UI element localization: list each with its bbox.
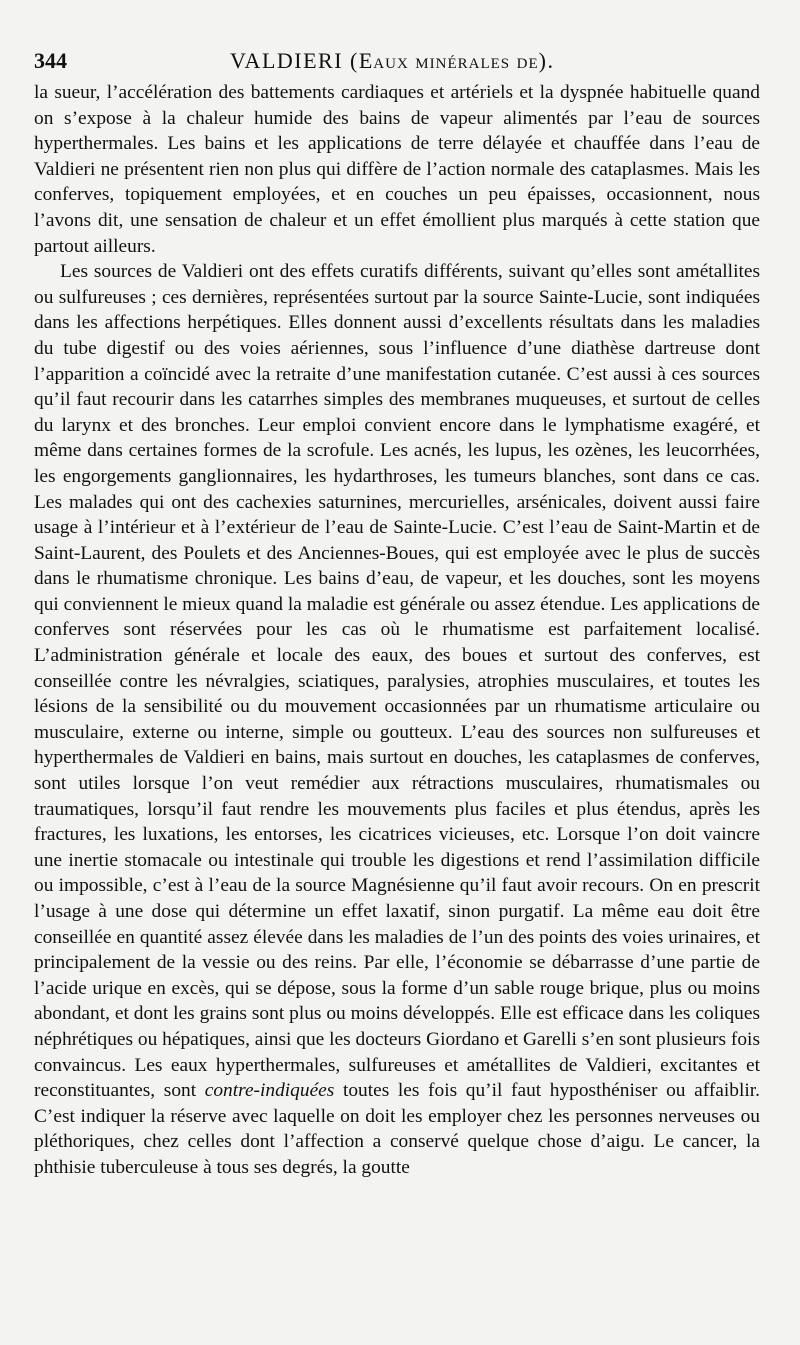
paragraph-indications-tail: toutes les fois qu’il faut hyposthéniser ou affaiblir. C’est indiquer la réserve avec laquelle on doit les employer chez les personnes nerveuses ou pléthoriques, chez celles dont l’affection a conservé quelque chose d’aigu. Le cancer, la phthisie tuberculeuse à tous ses degrés, la goutte [34,1080,760,1178]
running-header [34,48,760,80]
running-title-close: ). [538,48,555,73]
paragraph-indications-text: Les sources de Valdieri ont des effets curatifs différents, suivant qu’elles sont amétallites ou sulfureuses ; ces dernières, représentées surtout par la source Sainte-Lucie, sont indiquées dans les affections herpétiques. Elles donnent aussi d’excellents résultats dans les maladies du tube digestif ou des voies aériennes, sous l’influence d’une diathèse dartreuse dont l’apparition a coïncidé avec la retraite d’une manifestation cutanée. C’est aussi à ces sources qu’il faut recourir dans les catarrhes simples des membranes muqueuses, et surtout de celles du larynx et des bronches. Leur emploi convient encore dans le lymphatisme exagéré, et même dans certaines formes de la scrofule. Les acnés, les lupus, les ozènes, les leucorrhées, les engorgements ganglionnaires, les hydarthroses, les tumeurs blanches, sont dans ce cas. Les malades qui ont des cachexies saturnines, mercurielles, arsénicales, doivent aussi faire usage à l’intérieur et à l’extérieur de l’eau de Sainte-Lucie. C’est l’eau de Saint-Martin et de Saint-Laurent, des Poulets et des Anciennes-Boues, qui est employée avec le plus de succès dans le rhumatisme chronique. Les bains d’eau, de vapeur, et les douches, sont les moyens qui conviennent le mieux quand la maladie est générale ou assez étendue. Les applications de conferves sont réservées pour les cas où le rhumatisme est parfaitement localisé. L’administration générale et locale des eaux, des boues et surtout des conferves, est conseillée contre les névralgies, sciatiques, paralysies, atrophies musculaires, et toutes les lésions de la sensibilité ou du mouvement occasionnées par un rhumatisme articulaire ou musculaire, externe ou interne, simple ou goutteux. L’eau des sources non sulfureuses et hyperthermales de Valdieri en bains, mais surtout en douches, les cataplasmes de conferves, sont utiles lorsque l’on veut remédier aux rétractions musculaires, rhumatismales ou traumatiques, lorsqu’il faut rendre les mouvements plus faciles et plus étendus, après les fractures, les luxations, les entorses, les cicatrices vicieuses, etc. Lorsque l’on doit vaincre une inertie stomacale ou intestinale qui trouble les digestions et rend l’assimilation difficile ou impossible, c’est à l’eau de la source Magnésienne qu’il faut avoir recours. On en prescrit l’usage à une dose qui détermine un effet laxatif, sinon purgatif. La même eau doit être conseillée en quantité assez élevée dans les maladies de l’un des points des voies urinaires, et principalement de la vessie ou des reins. Par elle, l’économie se débarrasse d’une partie de l’acide urique en excès, qui se dépose, sous la forme d’un sable rouge brique, plus ou moins abondant, et dont les grains sont plus ou moins développés. Elle est efficace dans les coliques néphrétiques ou hépatiques, ainsi que les docteurs Giordano et Garelli s’en sont plusieurs fois convaincus. Les eaux hyperthermales, sulfureuses et amétallites de Valdieri, excitantes et reconstituantes, sont [34,261,760,1102]
running-title [230,48,554,74]
paragraph-continuation: la sueur, l’accélération des battements cardiaques et artériels et la dyspnée habituelle quand on s’expose à la chaleur humide des bains de vapeur alimentés par l’eau de sources hyperthermales. Les bains et les applications de terre délayée et chauffée dans l’eau de Valdieri ne présentent rien non plus qui diffère de l’action normale des cataplasmes. Mais les conferves, topiquement employées, et en couches un peu épaisses, occasionnent, nous l’avons dit, une sensation de chaleur et un effet émollient plus marqués à cette station que partout ailleurs. [34,82,760,257]
running-title-open: ( [350,48,359,73]
running-title-subtitle: Eaux minérales de [358,48,539,73]
running-title-main: VALDIERI [230,48,344,73]
emphasized-term: contre-indiquées [204,1080,335,1102]
page-number: 344 [34,48,67,73]
paragraph-indications [34,259,760,1180]
body-text [34,80,760,1181]
